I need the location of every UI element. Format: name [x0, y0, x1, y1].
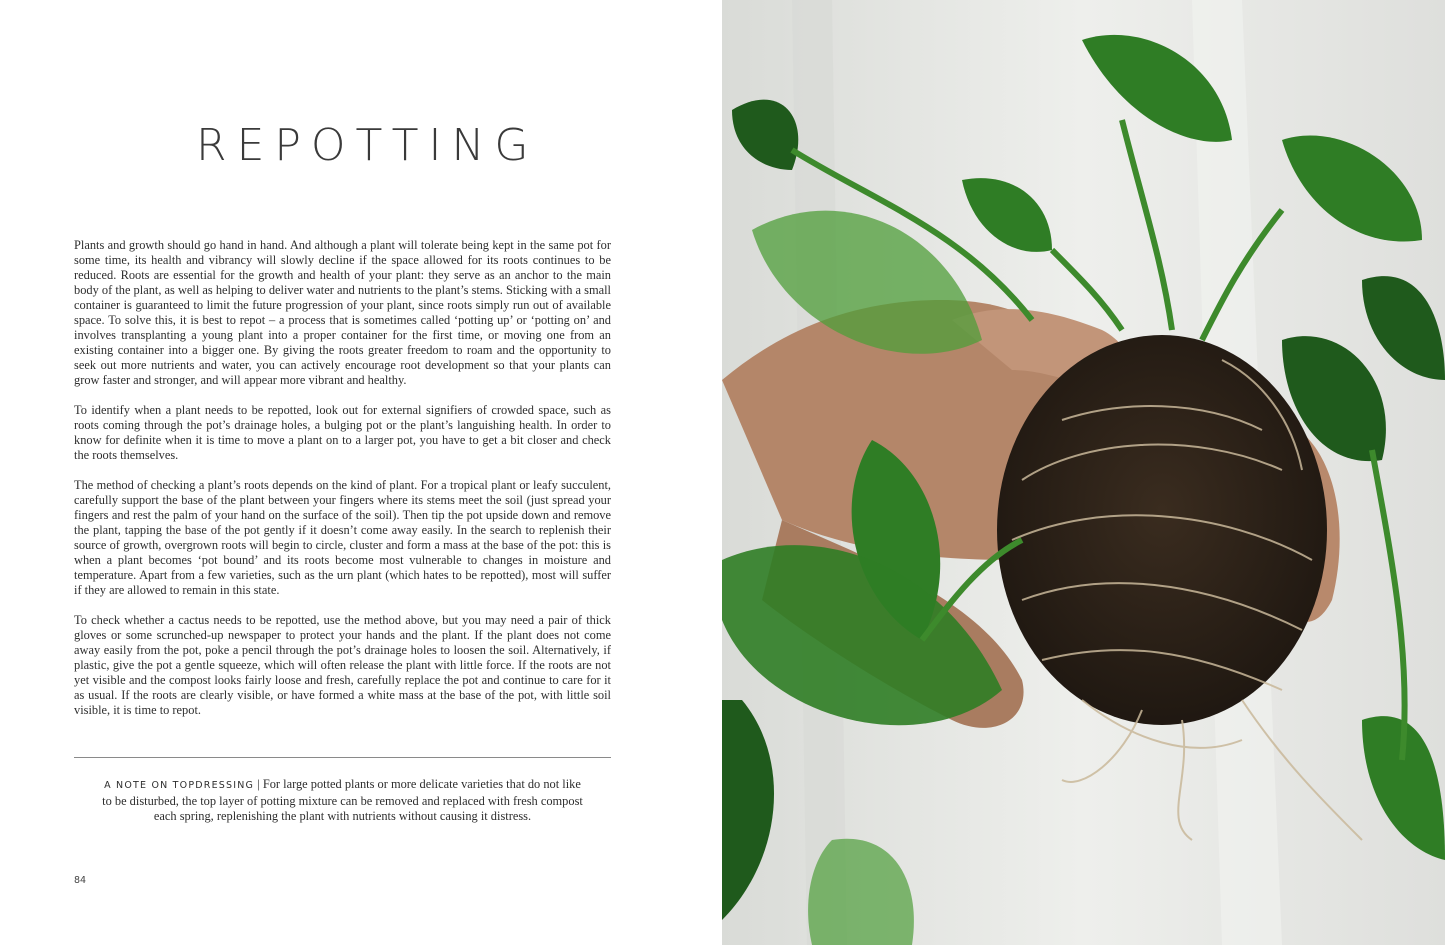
plant-photo-illustration: [722, 0, 1445, 945]
paragraph: To check whether a cactus needs to be repotted, use the method above, but you may need a pair of thick gloves or some scrunched-up newspaper to protect your hands and the plant. If the plant does not come away easily from the pot, poke a pencil through the pot’s drainage holes to loosen the soil. Alternatively, if plastic, give the pot a gentle squeeze, which will often release the plant with little force. If the roots are not yet visible and the compost looks fairly loose and fresh, carefully replace the pot and continue to care for it as usual. If the roots are clearly visible, or have formed a white mass at the base of the pot, with little soil visible, it is time to repot.: [74, 613, 611, 717]
plant-photo: [722, 0, 1445, 945]
paragraph: To identify when a plant needs to be repotted, look out for external signifiers of crowded space, such as roots coming through the pot’s drainage holes, a bulging pot or the plant’s languishing health. In order to know for definite when it is time to move a plant on to a larger pot, you have to get a bit closer and check the roots themselves.: [74, 403, 611, 462]
page-title: REPOTTING: [196, 120, 539, 171]
paragraph: Plants and growth should go hand in hand. And although a plant will tolerate being kept in the same pot for some time, its health and vibrancy will slowly decline if the space allowed for its roots continues to be reduced. Roots are essential for the growth and health of your plant: they serve as an anchor to the main body of the plant, as well as helping to deliver water and nutrients to the plant’s stems. Sticking with a small container is guaranteed to limit the future progression of your plant, since roots simply run out of available space. To solve this, it is best to repot – a process that is sometimes called ‘potting up’ or ‘potting on’ and involves transplanting a young plant into a proper container for the first time, or moving one from an existing container into a bigger one. By giving the roots greater freedom to roam and the opportunity to seek out more nutrients and water, you can actively encourage root development so that your plants can grow faster and stronger, and will appear more vibrant and healthy.: [74, 238, 611, 387]
note-heading: A NOTE ON TOPDRESSING: [104, 780, 255, 791]
topdressing-note: [100, 777, 585, 825]
body-text: [74, 238, 611, 733]
divider: [74, 757, 611, 758]
page-number: 84: [74, 875, 87, 886]
root-ball-icon: [997, 335, 1327, 725]
note-text: For large potted plants or more delicate varieties that do not like to be disturbed, the top layer of potting mixture can be removed and replaced with fresh compost each spring, replenishing the plant with nutrients without causing it distress.: [102, 777, 583, 823]
paragraph: The method of checking a plant’s roots depends on the kind of plant. For a tropical plant or leafy succulent, carefully support the base of the plant between your fingers where its stems meet the soil (just spread your fingers and rest the palm of your hand on the surface of the soil). Then tip the pot upside down and remove the plant, tapping the base of the pot gently if it doesn’t come away easily. In the search to replenish their source of growth, overgrown roots will begin to circle, cluster and form a mass at the base of the pot: this is when a plant becomes ‘pot bound’ and its roots become most vulnerable to changes in moisture and temperature. Apart from a few varieties, such as the urn plant (which hates to be repotted), most will suffer if they are allowed to remain in this state.: [74, 478, 611, 597]
note-separator: |: [254, 777, 263, 791]
left-page: [0, 0, 722, 945]
